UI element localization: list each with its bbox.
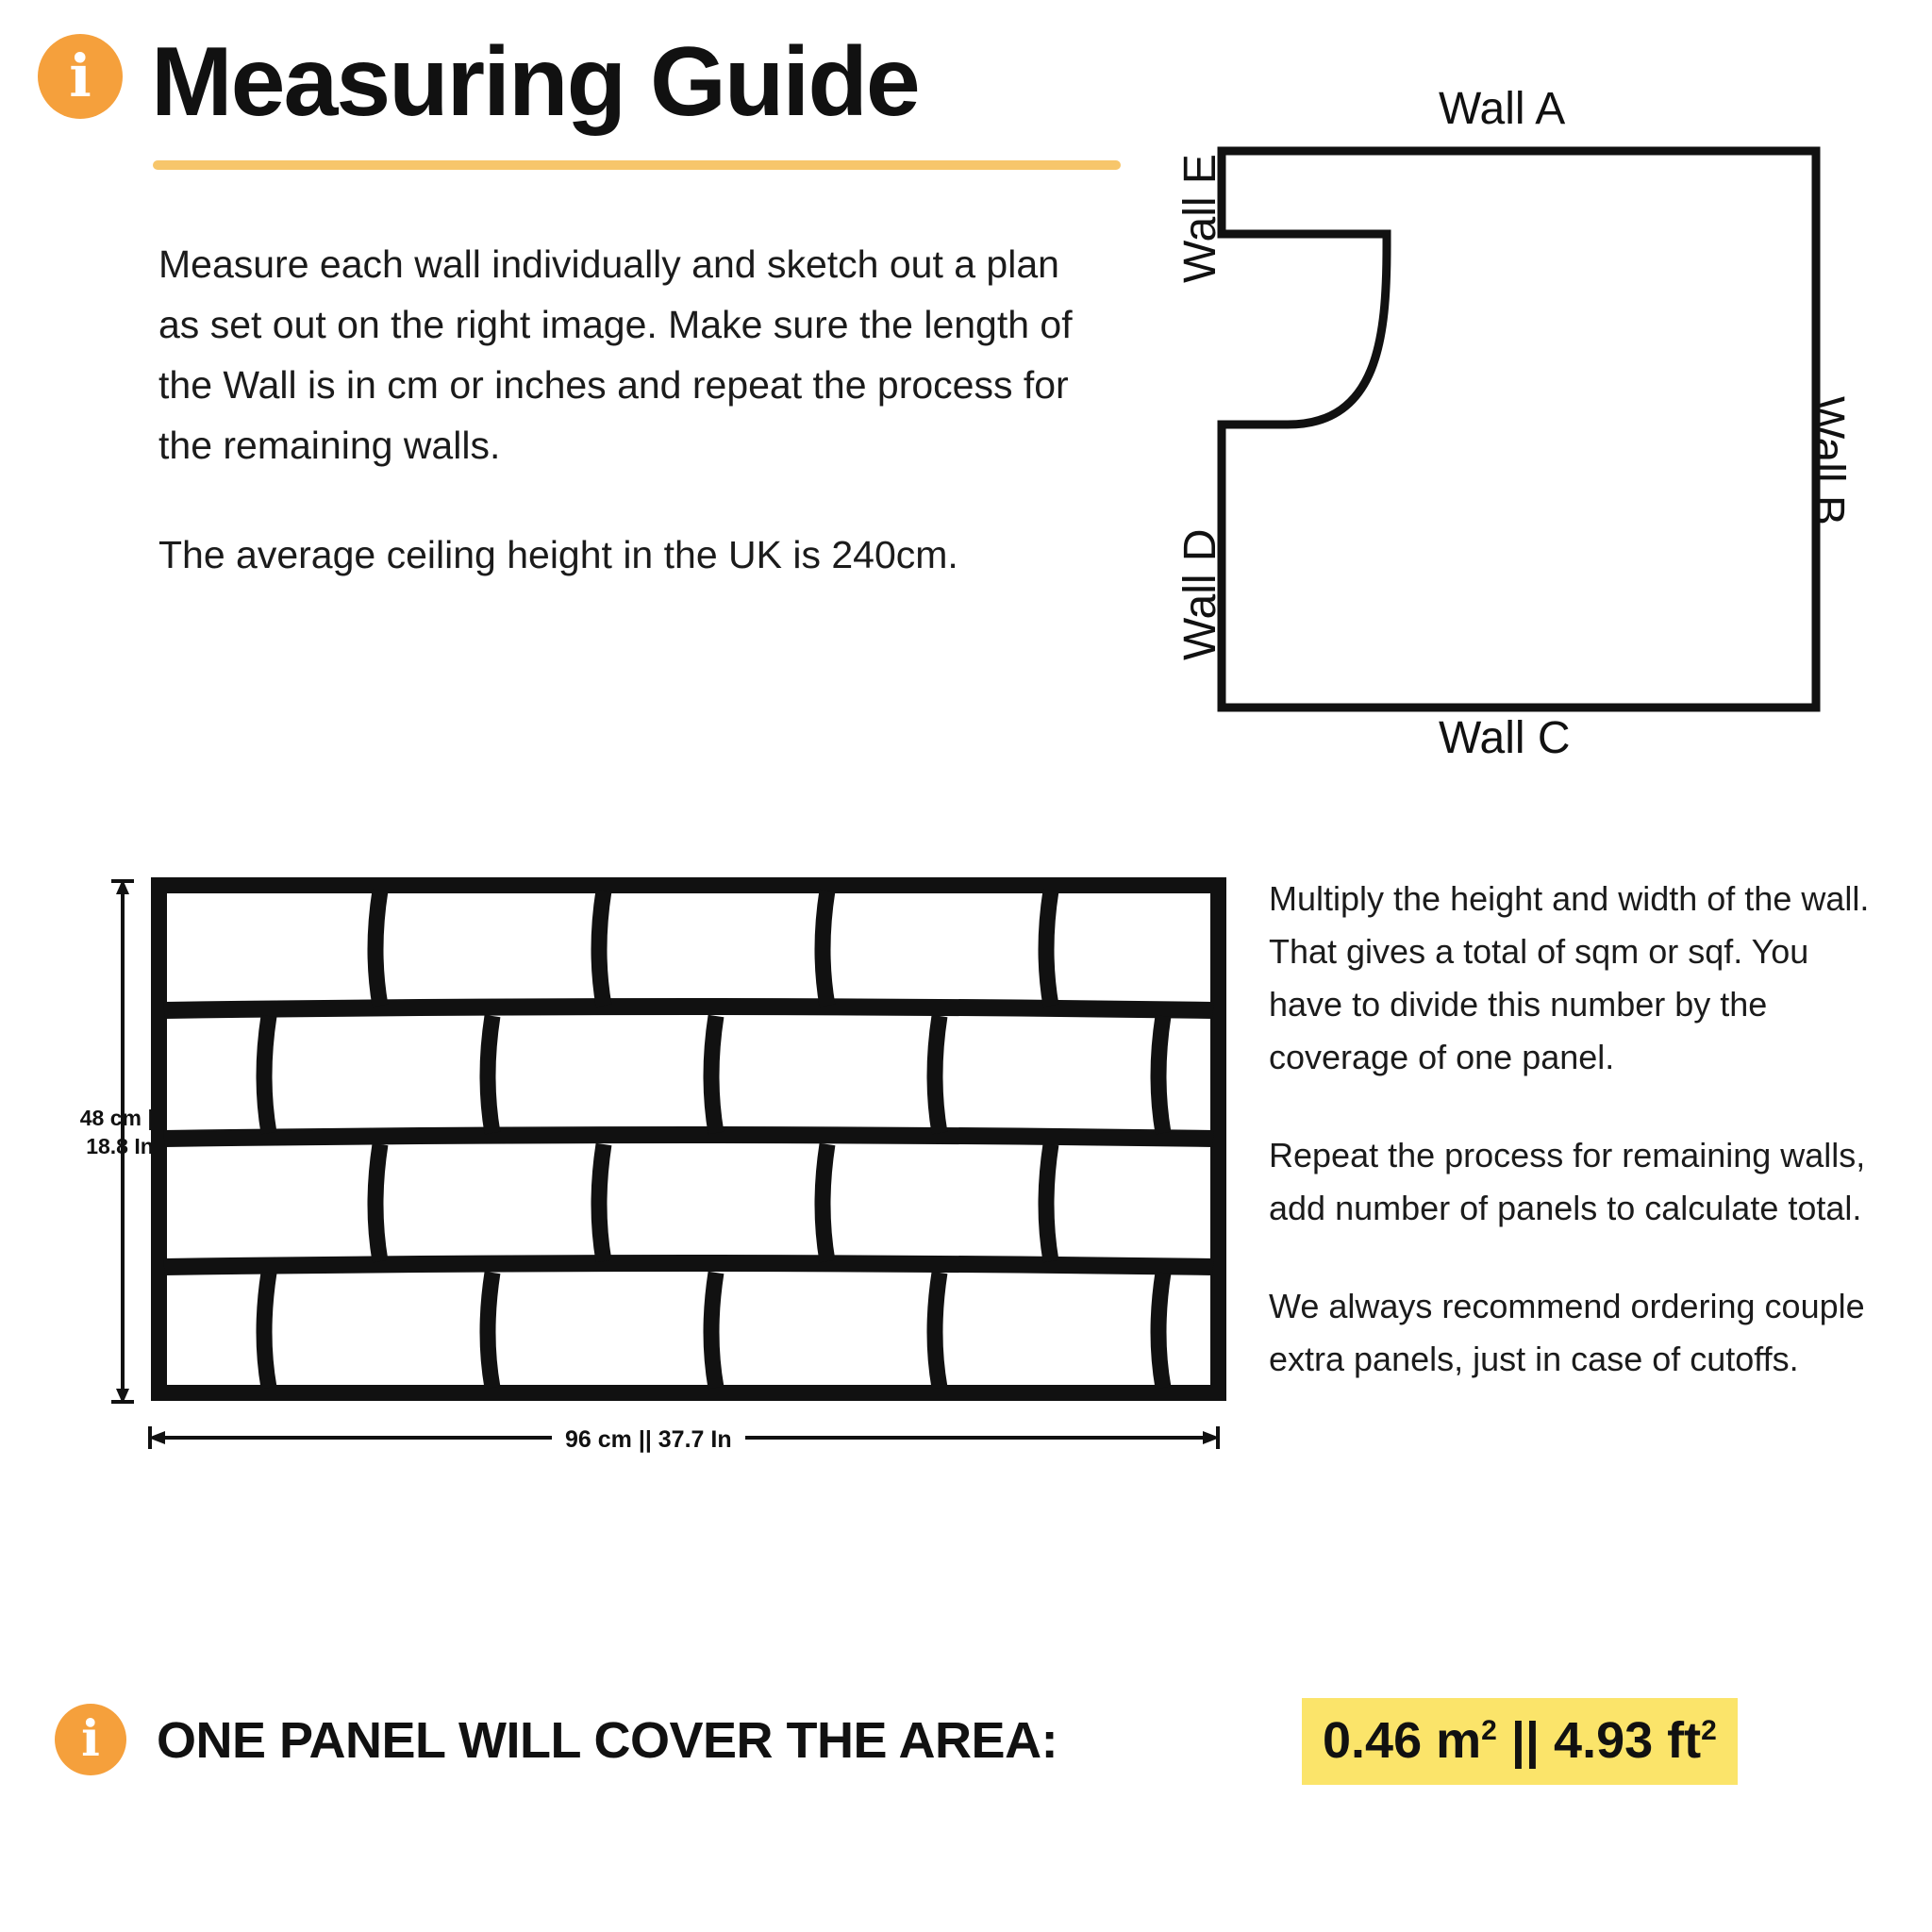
room-plan-label-wall-b: Wall B <box>1803 396 1853 525</box>
intro-text-block <box>158 234 1092 634</box>
instructions-block <box>1269 873 1891 1431</box>
coverage-value <box>1302 1698 1738 1785</box>
room-plan-label-wall-a: Wall A <box>1439 84 1566 134</box>
coverage-metric-exponent: 2 <box>1481 1715 1497 1746</box>
brick-panel-graphic <box>151 877 1226 1401</box>
instructions-paragraph-3: We always recommend ordering couple extra panels, just in case of cutoffs. <box>1269 1287 1865 1378</box>
footer <box>55 1698 1885 1802</box>
intro-paragraph-1: Measure each wall individually and sketch out a plan as set out on the right image. Make sure the length of the Wall is in cm or inches and repeat the process for the remaining walls. <box>158 242 1073 467</box>
room-plan-diagram <box>1156 84 1901 802</box>
room-plan-label-wall-d: Wall D <box>1175 528 1225 660</box>
panel-width-label: 96 cm || 37.7 In <box>552 1426 745 1454</box>
instructions-paragraph-1: Multiply the height and width of the wall. That gives a total of sqm or sqf. You have to divide this number by the coverage of one panel. <box>1269 879 1870 1076</box>
panel-dimensions-figure <box>79 877 1226 1462</box>
room-plan-label-wall-c: Wall C <box>1439 713 1571 763</box>
intro-paragraph-2: The average ceiling height in the UK is 240cm. <box>158 533 958 576</box>
coverage-label: ONE PANEL WILL COVER THE AREA: <box>157 1712 1058 1769</box>
coverage-metric: 0.46 m <box>1323 1712 1482 1769</box>
room-plan-shape <box>1212 142 1863 726</box>
instructions-paragraph-2: Repeat the process for remaining walls, add number of panels to calculate total. <box>1269 1136 1866 1227</box>
page-title: Measuring Guide <box>151 27 919 137</box>
room-plan-label-wall-e: Wall E <box>1175 154 1225 283</box>
panel-width-dimension <box>146 1406 1222 1472</box>
info-icon: i <box>38 34 123 119</box>
coverage-imperial: 4.93 ft <box>1554 1712 1702 1769</box>
panel-height-label: 48 cm || 18.8 In <box>79 1106 160 1158</box>
info-icon: i <box>55 1704 126 1775</box>
coverage-imperial-exponent: 2 <box>1701 1715 1717 1746</box>
coverage-separator: || <box>1496 1712 1555 1769</box>
header <box>38 27 1132 166</box>
title-underline <box>153 160 1121 170</box>
